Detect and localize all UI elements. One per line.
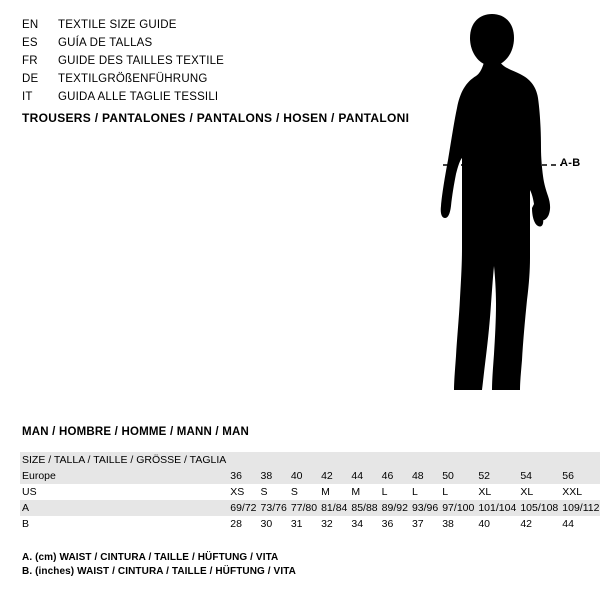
language-label: GUIDA ALLE TAGLIE TESSILI	[58, 91, 219, 103]
table-cell: 36	[230, 470, 242, 482]
table-cell	[410, 452, 440, 468]
table-cell: L	[381, 486, 388, 498]
language-list	[22, 16, 382, 106]
male-figure-silhouette	[441, 14, 550, 390]
table-cell: 101/104	[478, 502, 517, 514]
table-cell: 69/72	[230, 502, 257, 514]
table-row	[20, 516, 600, 532]
table-cell: 52	[478, 470, 491, 482]
table-row-label: B	[22, 518, 30, 530]
table-cell: 34	[351, 518, 364, 530]
language-row	[22, 52, 382, 70]
table-title: MAN / HOMBRE / HOMME / MANN / MAN	[22, 426, 250, 438]
language-code: DE	[22, 73, 39, 85]
table-row-label: US	[22, 486, 37, 498]
table-cell: 56	[562, 470, 574, 482]
footnote-list	[22, 551, 296, 579]
table-cell: 36	[381, 518, 394, 530]
table-row-label: SIZE / TALLA / TAILLE / GRÖSSE / TAGLIA	[22, 454, 227, 466]
table-cell: 109/112	[562, 502, 600, 514]
table-row-label: Europe	[22, 470, 56, 482]
page-title: TROUSERS / PANTALONES / PANTALONS / HOSEN / PANTALONI	[22, 111, 410, 125]
language-code: FR	[22, 55, 38, 67]
table-cell	[440, 452, 476, 468]
table-cell: 44	[351, 470, 364, 482]
table-row-label: A	[22, 502, 30, 514]
language-label: GUIDE DES TAILLES TEXTILE	[58, 55, 225, 67]
language-code: IT	[22, 91, 33, 103]
table-cell: 85/88	[351, 502, 378, 514]
table-cell	[380, 452, 410, 468]
table-cell: 42	[321, 470, 333, 482]
table-cell: L	[442, 486, 449, 498]
language-row	[22, 88, 382, 106]
table-cell	[319, 452, 349, 468]
table-cell	[518, 452, 560, 468]
table-row	[20, 484, 600, 500]
table-cell: 37	[411, 518, 424, 530]
table-cell: 46	[381, 470, 394, 482]
table-cell: 105/108	[520, 502, 559, 514]
table-cell: M	[321, 486, 330, 498]
table-cell: XXL	[562, 486, 583, 498]
table-cell: L	[411, 486, 418, 498]
footnote-a: A. (cm) WAIST / CINTURA / TAILLE / HÜFTUNG / VITA	[22, 552, 279, 563]
table-cell	[476, 452, 518, 468]
table-cell	[349, 452, 379, 468]
figure-illustration	[396, 8, 596, 408]
table-cell: 81/84	[321, 502, 348, 514]
table-cell: M	[351, 486, 361, 498]
table-cell: 31	[290, 518, 303, 530]
measurement-label-ab: A-B	[560, 157, 581, 169]
language-label: TEXTILGRÖßENFÜHRUNG	[58, 73, 208, 85]
table-cell: 30	[260, 518, 273, 530]
table-cell	[289, 452, 319, 468]
table-cell: 32	[321, 518, 333, 530]
footnote-b: B. (inches) WAIST / CINTURA / TAILLE / HÜFTUNG / VITA	[22, 566, 296, 577]
table-cell: 89/92	[381, 502, 408, 514]
table-row	[20, 468, 600, 484]
language-code: ES	[22, 37, 38, 49]
table-cell: 77/80	[290, 502, 318, 514]
table-cell: 44	[562, 518, 574, 530]
language-row	[22, 34, 382, 52]
table-cell: XL	[520, 486, 534, 498]
table-cell: 28	[230, 518, 242, 530]
table-cell	[228, 452, 258, 468]
table-cell: 93/96	[411, 502, 439, 514]
table-cell: XS	[230, 486, 245, 498]
table-cell	[259, 452, 289, 468]
table-row	[20, 500, 600, 516]
table-cell: 40	[478, 518, 491, 530]
table-cell: 48	[411, 470, 424, 482]
language-label: TEXTILE SIZE GUIDE	[58, 19, 177, 31]
table-cell: 40	[290, 470, 303, 482]
table-cell: S	[260, 486, 268, 498]
table-cell: 97/100	[442, 502, 475, 514]
table-cell: 38	[442, 518, 454, 530]
table-cell: 42	[520, 518, 532, 530]
language-code: EN	[22, 19, 39, 31]
table-cell	[560, 452, 600, 468]
language-row	[22, 16, 382, 34]
table-row	[20, 452, 600, 468]
table-cell: 50	[442, 470, 454, 482]
table-cell: 54	[520, 470, 532, 482]
size-table	[20, 452, 600, 532]
language-label: GUÍA DE TALLAS	[58, 37, 153, 49]
table-cell: 38	[260, 470, 273, 482]
table-cell: XL	[478, 486, 492, 498]
language-row	[22, 70, 382, 88]
table-cell: 73/76	[260, 502, 287, 514]
table-cell: S	[290, 486, 298, 498]
